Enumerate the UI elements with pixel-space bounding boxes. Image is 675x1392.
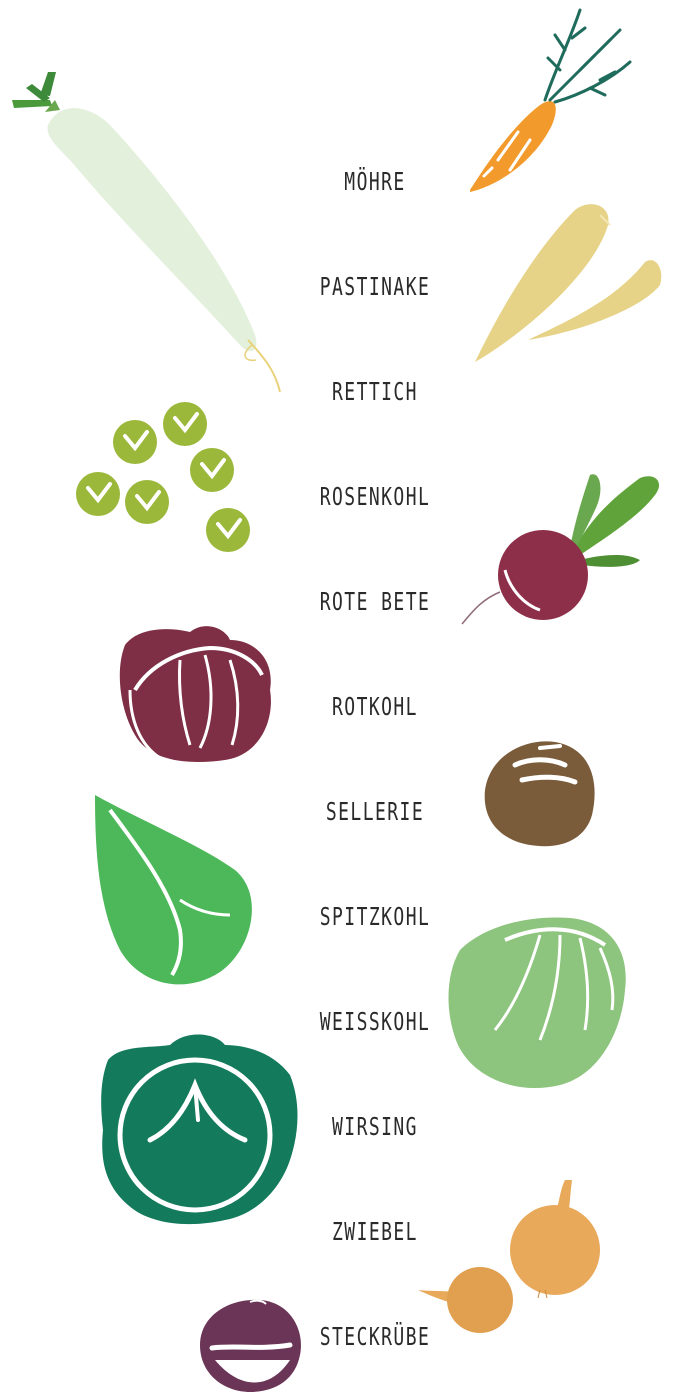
savoy-cabbage-illustration	[101, 1034, 297, 1224]
label-rettich: RETTICH	[332, 377, 418, 406]
label-moehre: MÖHRE	[344, 167, 406, 196]
carrot-illustration	[470, 10, 630, 192]
label-rote-bete: ROTE BETE	[319, 587, 431, 616]
label-sellerie: SELLERIE	[325, 797, 425, 826]
label-wirsing: WIRSING	[332, 1112, 418, 1141]
label-zwiebel: ZWIEBEL	[332, 1217, 418, 1246]
label-pastinake: PASTINAKE	[319, 272, 431, 301]
radish-illustration	[12, 72, 280, 392]
celeriac-illustration	[485, 741, 595, 846]
parsnip-illustration	[475, 204, 661, 362]
white-cabbage-illustration	[448, 917, 625, 1088]
pointed-cabbage-illustration	[95, 795, 252, 984]
brussels-sprouts-illustration	[76, 402, 250, 552]
label-spitzkohl: SPITZKOHL	[319, 902, 431, 931]
beetroot-illustration	[462, 474, 659, 624]
label-rotkohl: ROTKOHL	[332, 692, 418, 721]
label-steckruebe: STECKRÜBE	[319, 1322, 431, 1351]
label-weisskohl: WEISSKOHL	[319, 1007, 431, 1036]
onion-illustration	[418, 1180, 600, 1333]
label-rosenkohl: ROSENKOHL	[319, 482, 431, 511]
red-cabbage-illustration	[120, 626, 271, 762]
